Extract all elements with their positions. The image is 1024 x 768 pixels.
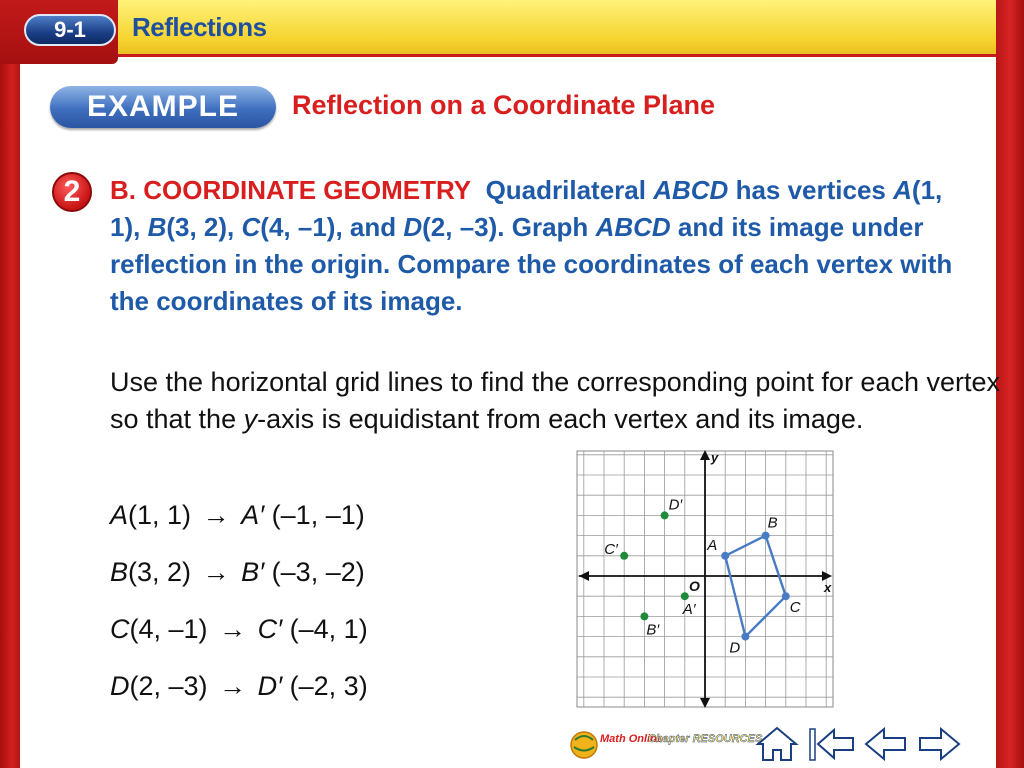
vertex-label: C <box>789 599 801 617</box>
problem-text: has vertices <box>735 175 886 205</box>
vertex-point <box>741 633 749 641</box>
problem-statement <box>110 172 970 320</box>
arrow-icon: → <box>202 557 230 587</box>
vertex-a-label: A <box>893 175 912 205</box>
mapping-image: C′ <box>257 614 283 644</box>
mapping-vertex: C <box>110 614 130 644</box>
vertex-label: B <box>767 514 778 532</box>
arrow-icon: → <box>219 614 247 644</box>
example-number-badge: 2 <box>52 172 92 212</box>
quadrilateral-name: ABCD <box>653 175 729 205</box>
chapter-resources-label: Chapter RESOURCES <box>648 733 763 745</box>
problem-text: Graph <box>511 212 589 242</box>
arrow-icon: → <box>219 671 247 701</box>
quadrilateral-name: ABCD <box>595 212 671 242</box>
mapping-row <box>110 557 365 588</box>
explanation-text <box>110 364 1010 438</box>
image-point <box>681 592 689 600</box>
problem-text: Quadrilateral <box>485 175 646 205</box>
bottom-nav <box>550 716 996 768</box>
left-frame <box>0 0 20 768</box>
image-point <box>640 612 648 620</box>
mapping-image: A′ <box>241 500 265 530</box>
image-point-label: B′ <box>646 621 660 639</box>
vertex-label: A <box>707 536 718 554</box>
y-axis-label: y <box>711 450 719 465</box>
previous-slide-icon[interactable] <box>866 729 905 759</box>
vertex-d-coords: (2, –3). <box>422 212 505 242</box>
vertex-point <box>721 552 729 560</box>
lesson-title: Reflections <box>132 12 267 42</box>
vertex-b-label: B <box>147 212 167 242</box>
next-slide-icon[interactable] <box>920 729 959 759</box>
vertex-c-coords: (4, –1), and <box>260 212 397 242</box>
arrow-icon: → <box>202 500 230 530</box>
math-online-label: Math Online <box>600 733 663 745</box>
vertex-point <box>762 532 770 540</box>
home-icon[interactable] <box>758 728 796 760</box>
origin-label: O <box>689 578 700 594</box>
image-point-label: D′ <box>668 496 683 514</box>
header-divider <box>118 54 996 57</box>
vertex-d-label: D <box>403 212 423 242</box>
mapping-image-coords: (–3, –2) <box>271 557 365 587</box>
first-slide-icon[interactable] <box>810 729 853 760</box>
mapping-row <box>110 500 365 531</box>
mapping-row <box>110 671 368 702</box>
vertex-a-coords: (1, 1), <box>110 175 943 242</box>
mapping-image: D′ <box>257 671 283 701</box>
lesson-number-badge: 9-1 <box>24 14 116 46</box>
mapping-vertex: A <box>110 500 129 530</box>
mapping-coords: (1, 1) <box>128 500 192 530</box>
mapping-row <box>110 614 368 645</box>
vertex-label: D <box>729 639 741 657</box>
mapping-vertex: B <box>110 557 129 587</box>
image-point-label: C′ <box>604 540 618 558</box>
chapter-resources-button[interactable] <box>648 733 763 745</box>
x-axis-label: x <box>824 580 832 595</box>
mapping-image-coords: (–4, 1) <box>289 614 368 644</box>
mapping-coords: (4, –1) <box>129 614 208 644</box>
mapping-coords: (3, 2) <box>128 557 192 587</box>
problem-text: and its image under reflection in the origin. Compare the coordinates of each vertex with the coordinates of its image. <box>110 212 953 316</box>
coordinate-graph <box>574 448 836 710</box>
image-point <box>661 511 669 519</box>
vertex-point <box>782 592 790 600</box>
explanation-part: -axis is equidistant from each vertex and its image. <box>257 404 864 434</box>
mapping-coords: (2, –3) <box>129 671 208 701</box>
example-label: EXAMPLE <box>50 86 276 128</box>
mapping-image-coords: (–1, –1) <box>271 500 365 530</box>
mapping-image: B′ <box>241 557 265 587</box>
example-title: Reflection on a Coordinate Plane <box>292 90 716 120</box>
explanation-part: Use the horizontal grid lines to find the corresponding point for each vertex so that the <box>110 367 1001 434</box>
mapping-vertex: D <box>110 671 130 701</box>
explanation-axis: y <box>243 404 258 434</box>
image-point <box>620 552 628 560</box>
vertex-c-label: C <box>241 212 261 242</box>
vertex-b-coords: (3, 2), <box>166 212 235 242</box>
mapping-image-coords: (–2, 3) <box>289 671 368 701</box>
image-point-label: A′ <box>682 601 696 619</box>
problem-part-label: B. COORDINATE GEOMETRY <box>110 175 472 205</box>
